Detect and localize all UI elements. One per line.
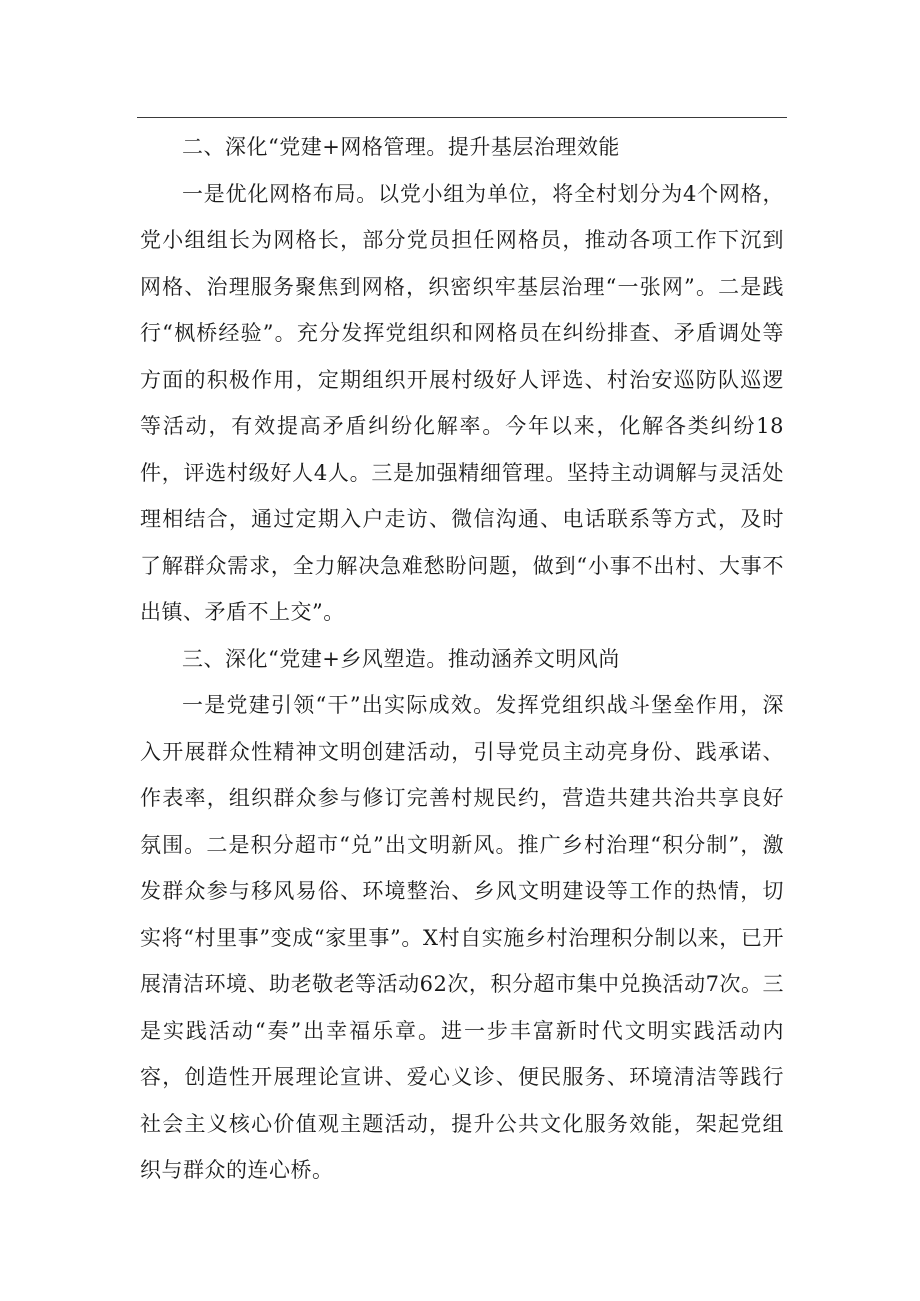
section-3-body: 一是党建引领“干”出实际成效。发挥党组织战斗堡垒作用，深入开展群众性精神文明创建活动，引导党员主动亮身份、践承诺、作表率，组织群众参与修订完善村规民约，营造共建共治共享良好氛围。二是积分超市“兑”出文明新风。推广乡村治理“积分制”，激发群众参与移风易俗、环境整治、乡风文明建设等工作的热情，切实将“村里事”变成“家里事”。X村自实施乡村治理积分制以来，已开展清洁环境、助老敬老等活动62次，积分超市集中兑换活动7次。三是实践活动“奏”出幸福乐章。进一步丰富新时代文明实践活动内容，创造性开展理论宣讲、爱心义诊、便民服务、环境清洁等践行社会主义核心价值观主题活动，提升公共文化服务效能，架起党组织与群众的连心桥。 [140,693,784,1182]
section-2-body: 一是优化网格布局。以党小组为单位，将全村划分为4个网格，党小组组长为网格长，部分党员担任网格员，推动各项工作下沉到网格、治理服务聚焦到网格，织密织牢基层治理“一张网”。二是践行“枫桥经验”。充分发挥党组织和网格员在纠纷排查、矛盾调处等方面的积极作用，定期组织开展村级好人评选、村治安巡防队巡逻等活动，有效提高矛盾纠纷化解率。今年以来，化解各类纠纷18件，评选村级好人4人。三是加强精细管理。坚持主动调解与灵活处理相结合，通过定期入户走访、微信沟通、电话联系等方式，及时了解群众需求，全力解决急难愁盼问题，做到“小事不出村、大事不出镇、矛盾不上交”。 [140,181,784,624]
section-heading-3: 三、深化“党建+乡风塑造。推动涵养文明风尚 [182,646,620,671]
header-rule [137,117,787,118]
document-body [140,124,784,1194]
section-heading-2: 二、深化“党建+网格管理。提升基层治理效能 [182,135,620,159]
